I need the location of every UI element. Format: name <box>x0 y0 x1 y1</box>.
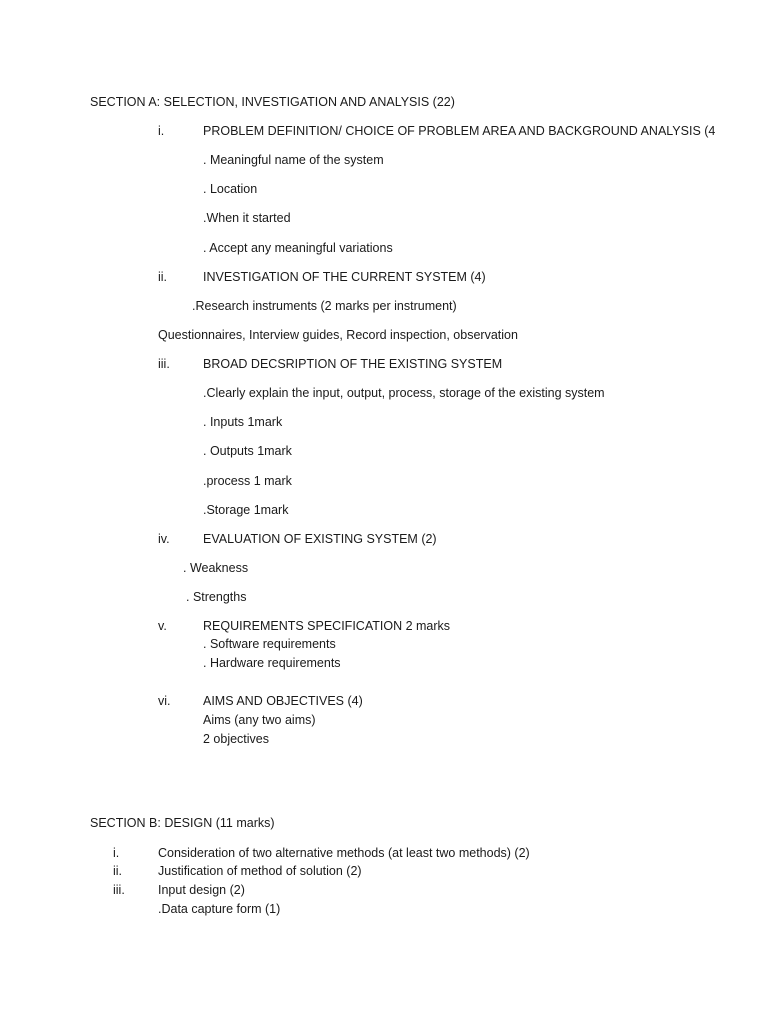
section-a-item-4-point-2: . Strengths <box>186 590 247 604</box>
section-a-item-4-point-1: . Weakness <box>183 561 249 575</box>
section-a-item-6-point-2: 2 objectives <box>203 732 270 746</box>
section-a-item-5-point-1: . Software requirements <box>203 637 336 651</box>
section-b-item-1-title: Consideration of two alternative methods (at least two methods) (2) <box>158 846 530 860</box>
section-b-item-3-point-1: .Data capture form (1) <box>158 902 281 916</box>
section-a-item-3-numeral: iii. <box>158 357 170 371</box>
section-a-item-1-numeral: i. <box>158 124 165 138</box>
section-a-item-1-title: PROBLEM DEFINITION/ CHOICE OF PROBLEM AREA AND BACKGROUND ANALYSIS (4 <box>203 124 716 138</box>
section-a-item-2-numeral: ii. <box>158 270 168 284</box>
section-b-item-3-title: Input design (2) <box>158 883 245 897</box>
section-a-item-1-point-2: . Location <box>203 182 258 196</box>
section-a-item-4-title: EVALUATION OF EXISTING SYSTEM (2) <box>203 532 437 546</box>
section-a-item-1-point-1: . Meaningful name of the system <box>203 153 384 167</box>
section-a-item-3-title: BROAD DECSRIPTION OF THE EXISTING SYSTEM <box>203 357 503 371</box>
section-b-item-2-numeral: ii. <box>113 864 123 878</box>
section-a-item-3-point-4: .process 1 mark <box>203 474 292 488</box>
section-a-item-5-title: REQUIREMENTS SPECIFICATION 2 marks <box>203 619 451 633</box>
section-a-item-2-point-2: Questionnaires, Interview guides, Record inspection, observation <box>158 328 518 342</box>
section-b-item-1-numeral: i. <box>113 846 120 860</box>
section-a-item-3-point-2: . Inputs 1mark <box>203 415 283 429</box>
section-b-item-3-numeral: iii. <box>113 883 125 897</box>
section-a-item-2-title: INVESTIGATION OF THE CURRENT SYSTEM (4) <box>203 270 486 284</box>
section-b-heading: SECTION B: DESIGN (11 marks) <box>90 816 275 830</box>
section-b-item-2-title: Justification of method of solution (2) <box>158 864 362 878</box>
section-a-item-2-point-1: .Research instruments (2 marks per instrument) <box>192 299 457 313</box>
section-a-item-6-title: AIMS AND OBJECTIVES (4) <box>203 694 363 708</box>
section-a-item-5-point-2: . Hardware requirements <box>203 656 341 670</box>
section-a-item-3-point-3: . Outputs 1mark <box>203 444 292 458</box>
section-a-item-6-point-1: Aims (any two aims) <box>203 713 316 727</box>
section-a-item-3-point-5: .Storage 1mark <box>203 503 289 517</box>
section-a-heading: SECTION A: SELECTION, INVESTIGATION AND ANALYSIS (22) <box>90 95 455 109</box>
section-a-item-1-point-4: . Accept any meaningful variations <box>203 241 393 255</box>
section-a-item-1-point-3: .When it started <box>203 211 291 225</box>
section-a-item-6-numeral: vi. <box>158 694 171 708</box>
section-a-item-3-point-1: .Clearly explain the input, output, process, storage of the existing system <box>203 386 605 400</box>
section-a-item-5-numeral: v. <box>158 619 167 633</box>
section-a-item-4-numeral: iv. <box>158 532 170 546</box>
